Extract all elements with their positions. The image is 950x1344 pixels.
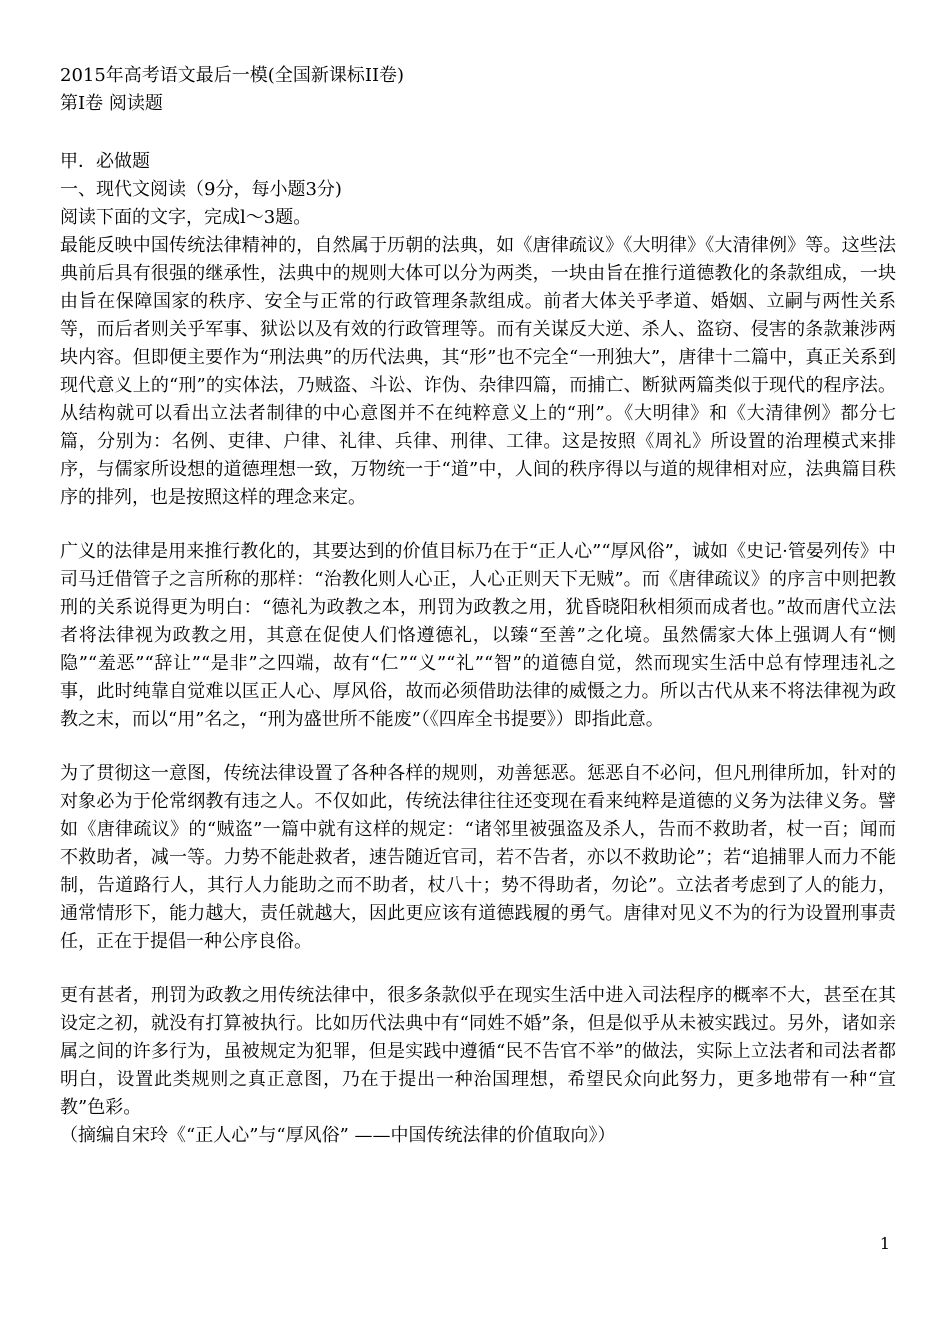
spacer — [60, 956, 896, 982]
article-paragraph-3: 为了贯彻这一意图，传统法律设置了各种各样的规则，劝善惩恶。惩恶自不必问，但凡刑律所加，针对的对象必为于伦常纲教有违之人。不仅如此，传统法律往往还变现在看来纯粹是道德的义务为法律义务。譬如《唐律疏议》的“贼盗”一篇中就有这样的规定：“诸邻里被强盗及杀人，告而不救助者，杖一百；闻而不救助者，减一等。力势不能赴救者，速告随近官司，若不告者，亦以不救助论”；若“追捕罪人而力不能制，告道路行人，其行人力能助之而不助者，杖八十；势不得助者，勿论”。立法者考虑到了人的能力，通常情形下，能力越大，责任就越大，因此更应该有道德践履的勇气。唐律对见义不为的行为设置刑事责任，正在于提倡一种公序良俗。 — [60, 763, 896, 952]
document-page — [60, 62, 896, 1150]
exam-title: 2015年高考语文最后一模(全国新课标II卷) — [60, 65, 405, 86]
spacer — [60, 734, 896, 760]
part-heading: 甲．必做题 — [60, 151, 150, 172]
article-paragraph-1: 最能反映中国传统法律精神的，自然属于历朝的法典，如《唐律疏议》《大明律》《大清律例》等。这些法典前后具有很强的继承性，法典中的规则大体可以分为两类，一块由旨在推行道德教化的条款组成，一块由旨在保障国家的秩序、安全与正常的行政管理条款组成。前者大体关乎孝道、婚姻、立嗣与两性关系等，而后者则关乎军事、狱讼以及有效的行政管理等。而有关谋反大逆、杀人、盗窃、侵害的条款兼涉两块内容。但即便主要作为“刑法典”的历代法典，其“形”也不完全“一刑独大”，唐律十二篇中，真正关系到现代意义上的“刑”的实体法，乃贼盗、斗讼、诈伪、杂律四篇，而捕亡、断狱两篇类似于现代的程序法。从结构就可以看出立法者制律的中心意图并不在纯粹意义上的“刑”。《大明律》和《大清律例》都分七篇，分别为：名例、吏律、户律、礼律、兵律、刑律、工律。这是按照《周礼》所设置的治理模式来排序，与儒家所设想的道德理想一致，万物统一于“道”中，人间的秩序得以与道的规律相对应，法典篇目秩序的排列，也是按照这样的理念来定。 — [60, 235, 896, 508]
source-citation: （摘编自宋玲《“正人心”与“厚风俗” ——中国传统法律的价值取向》） — [60, 1125, 616, 1146]
page-number: 1 — [879, 1234, 890, 1253]
spacer — [60, 118, 896, 148]
instruction-text: 阅读下面的文字，完成l～3题。 — [60, 207, 312, 228]
volume-heading: 第Ⅰ卷 阅读题 — [60, 93, 163, 114]
article-paragraph-2: 广义的法律是用来推行教化的，其要达到的价值目标乃在于“正人心”“厚风俗”，诚如《史记·管晏列传》中司马迁借管子之言所称的那样：“治教化则人心正，人心正则天下无贼”。而《唐律疏议》的序言中则把教刑的关系说得更为明白：“德礼为政教之本，刑罚为政教之用，犹昏晓阳秋相须而成者也。”故而唐代立法者将法律视为政教之用，其意在促使人们恪遵德礼，以臻“至善”之化境。虽然儒家大体上强调人有“恻隐”“羞恶”“辞让”“是非”之四端，故有“仁”“义”“礼”“智”的道德自觉，然而现实生活中总有悖理违礼之事，此时纯靠自觉难以匡正人心、厚风俗，故而必须借助法律的威慑之力。所以古代从来不将法律视为政教之末，而以“用”名之，“刑为盛世所不能废”（《四库全书提要》）即指此意。 — [60, 541, 896, 730]
article-paragraph-4: 更有甚者，刑罚为政教之用传统法律中，很多条款似乎在现实生活中进入司法程序的概率不大，甚至在其设定之初，就没有打算被执行。比如历代法典中有“同姓不婚”条，但是似乎从未被实践过。另外，诸如亲属之间的许多行为，虽被规定为犯罪，但是实践中遵循“民不告官不举”的做法，实际上立法者和司法者都明白，设置此类规则之真正意图，乃在于提出一种治国理想，希望民众向此努力，更多地带有一种“宣教”色彩。 — [60, 985, 896, 1118]
question-heading: 一、现代文阅读（9分，每小题3分) — [60, 179, 342, 200]
spacer — [60, 512, 896, 538]
